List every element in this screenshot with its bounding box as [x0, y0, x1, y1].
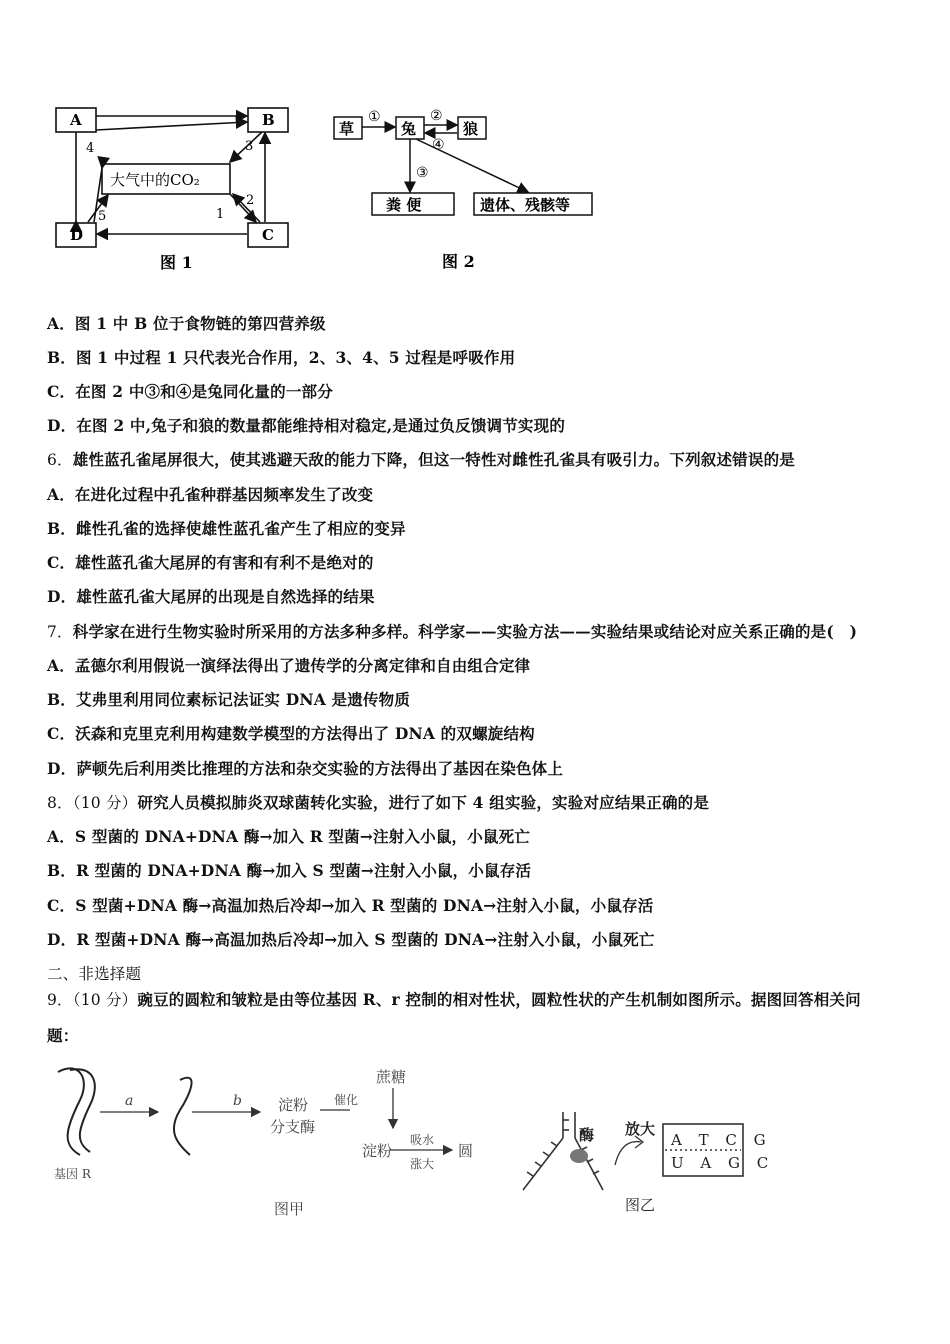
q8-option-c: C．S 型菌+DNA 酶→高温加热后冷却→加入 R 型菌的 DNA→注射入小鼠，小鼠存活	[47, 896, 654, 915]
q7-option-c: C．沃森和克里克利用构建数学模型的方法得出了 DNA 的双螺旋结构	[47, 724, 535, 743]
arrow-a-label: a	[125, 1093, 134, 1109]
q6-option-b: B．雌性孔雀的选择使雄性蓝孔雀产生了相应的变异	[47, 519, 406, 538]
arrow-label-4: 4	[86, 141, 95, 156]
q5-option-d: D．在图 2 中,兔子和狼的数量都能维持相对稳定,是通过负反馈调节实现的	[47, 416, 566, 435]
figure-yi-caption: 图乙	[625, 1196, 656, 1214]
enzyme-line2: 分支酶	[270, 1118, 316, 1136]
rabbit-node: 兔	[401, 120, 417, 138]
swell-label: 涨大	[410, 1157, 435, 1171]
enzyme-line1: 淀粉	[278, 1096, 309, 1114]
q8-option-a: A．S 型菌的 DNA+DNA 酶→加入 R 型菌→注射入小鼠，小鼠死亡	[47, 827, 531, 846]
node-c: C	[262, 226, 274, 244]
catalyze-label: 催化	[334, 1093, 359, 1107]
q6-option-a: A．在进化过程中孔雀种群基因频率发生了改变	[47, 485, 374, 504]
figure-yi-transcription	[515, 1110, 775, 1220]
q5-option-b: B．图 1 中过程 1 只代表光合作用，2、3、4、5 过程是呼吸作用	[47, 348, 516, 367]
arrow-label-1: 1	[216, 207, 225, 222]
q7-stem: 7．科学家在进行生物实验时所采用的方法多种多样。科学家——实验方法——实验结果或结论对应关系正确的是( )	[47, 622, 858, 641]
q6-option-c: C．雄性蓝孔雀大尾屏的有害和有利不是绝对的	[47, 553, 374, 572]
q8-option-b: B．R 型菌的 DNA+DNA 酶→加入 S 型菌→注射入小鼠，小鼠存活	[47, 861, 532, 880]
absorb-water-label: 吸水	[410, 1133, 435, 1147]
arrow-label-5: 5	[98, 209, 107, 224]
node-d: D	[70, 226, 84, 244]
arrow-b-label: b	[233, 1093, 242, 1109]
arrow-label-2: ②	[430, 108, 443, 124]
q8-stem: 8．（10 分）研究人员模拟肺炎双球菌转化实验，进行了如下 4 组实验，实验对应结果正确的是	[47, 793, 710, 812]
arrow-label-4: ④	[432, 137, 445, 153]
arrow-label-3: ③	[416, 165, 429, 181]
q8-option-d: D．R 型菌+DNA 酶→高温加热后冷却→加入 S 型菌的 DNA→注射入小鼠，小鼠死亡	[47, 930, 655, 949]
q6-stem: 6．雄性蓝孔雀尾屏很大，使其逃避天敌的能力下降，但这一特性对雌性孔雀具有吸引力。下列叙述错误的是	[47, 450, 795, 469]
section-heading: 二、非选择题	[47, 965, 142, 983]
figure-jia-mechanism	[50, 1060, 490, 1225]
remains-node: 遗体、残骸等	[480, 196, 571, 214]
grass-node: 草	[339, 120, 355, 138]
node-b: B	[262, 111, 275, 129]
magnify-label: 放大	[625, 1120, 656, 1138]
enzyme-label: 酶	[579, 1126, 595, 1144]
arrow-label-2: 2	[246, 193, 255, 208]
q7-option-b: B．艾弗里利用同位素标记法证实 DNA 是遗传物质	[47, 690, 411, 709]
figure-1-caption: 图 1	[160, 253, 193, 272]
starch-label: 淀粉	[362, 1142, 393, 1160]
round-label: 圆	[458, 1142, 474, 1160]
node-a: A	[70, 111, 82, 129]
wolf-node: 狼	[463, 120, 479, 138]
arrow-label-1: ①	[368, 109, 381, 125]
gene-r-label: 基因 R	[54, 1167, 91, 1181]
q9-stem: 9．（10 分）豌豆的圆粒和皱粒是由等位基因 R、r 控制的相对性状，圆粒性状的产生机制如图所示。据图回答相关问	[47, 990, 861, 1009]
q5-option-c: C．在图 2 中③和④是兔同化量的一部分	[47, 382, 333, 401]
figure-2-energy-flow	[330, 105, 600, 275]
q9-stem-cont: 题：	[47, 1026, 79, 1045]
q5-option-a: A．图 1 中 B 位于食物链的第四营养级	[47, 314, 326, 333]
rna-bases: U A G C	[671, 1154, 775, 1172]
dna-bases: A T C G	[671, 1131, 772, 1149]
co2-box: 大气中的CO₂	[110, 171, 200, 189]
figure-jia-caption: 图甲	[274, 1200, 305, 1218]
figure-2-caption: 图 2	[442, 252, 475, 271]
sucrose-label: 蔗糖	[376, 1068, 407, 1086]
q6-option-d: D．雄性蓝孔雀大尾屏的出现是自然选择的结果	[47, 587, 375, 606]
feces-node: 粪 便	[386, 196, 422, 214]
figure-1-carbon-cycle	[50, 100, 300, 275]
arrow-label-3: 3	[245, 139, 254, 154]
q7-option-a: A．孟德尔利用假说一演绎法得出了遗传学的分离定律和自由组合定律	[47, 656, 531, 675]
q7-option-d: D．萨顿先后利用类比推理的方法和杂交实验的方法得出了基因在染色体上	[47, 759, 564, 778]
